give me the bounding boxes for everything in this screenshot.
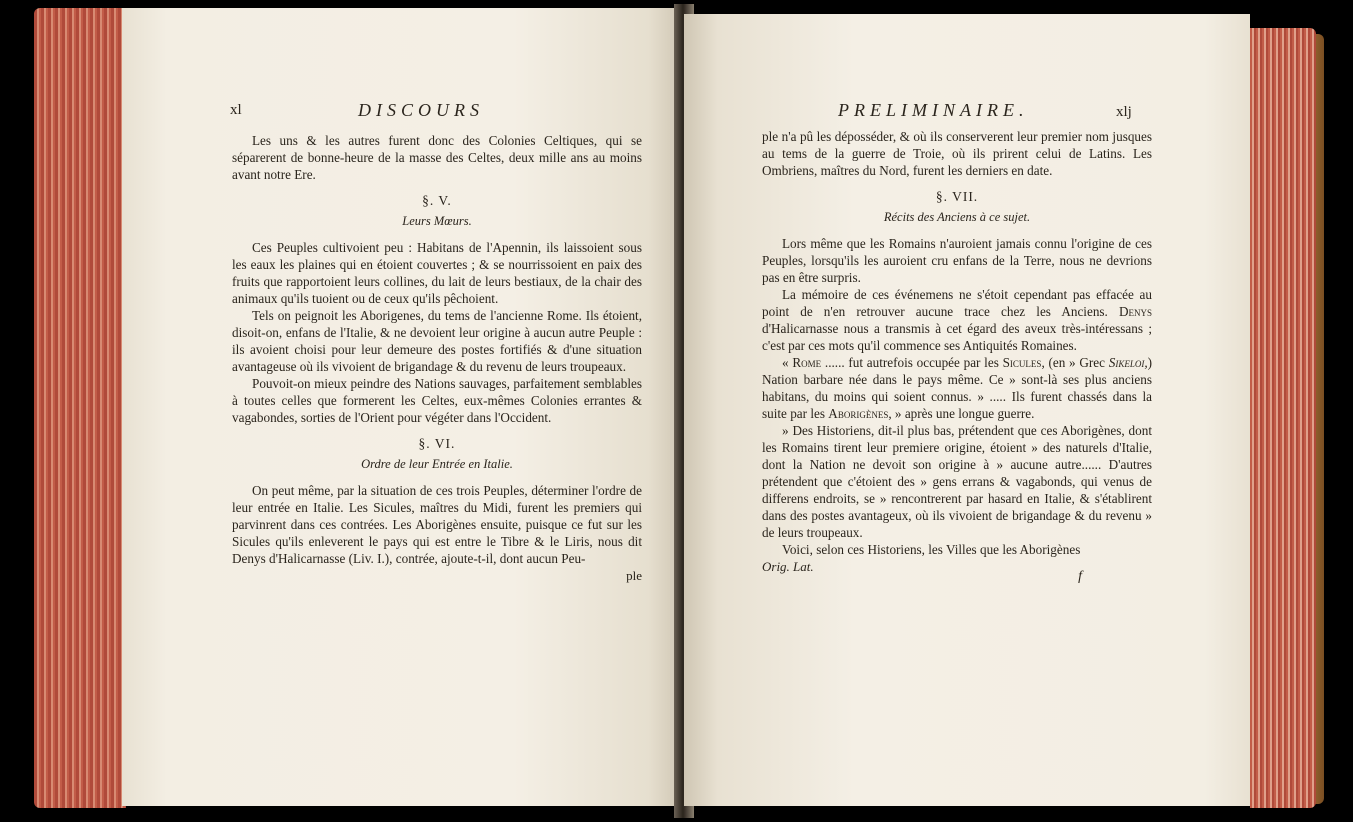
catchword: ple	[626, 568, 642, 583]
right-para-1: ple n'a pû les déposséder, & où ils conserverent leur premier nom jusques au tems de la guerre de Troie, où ils prirent celui de Latins. Les Ombriens, maîtres du Nord, furent les derniers en date.	[762, 129, 1152, 178]
right-footer-row	[762, 558, 1152, 585]
left-para-2: Ces Peuples cultivoient peu : Habitans de l'Apennin, ils laissoient sous les eaux les plaines qui en étoient couvertes ; & se nourrissoient en paix des fruits que rapportoient leurs collines, du lait de leurs bestiaux, de la chair des animaux qu'ils tuoient ou de ceux qu'ils pêchoient.	[232, 240, 642, 306]
left-para-4: Pouvoit-on mieux peindre des Nations sauvages, parfaitement semblables à toutes celles que formerent les Celtes, eux-mêmes Colonies errantes & vagabondes, sorties de l'Orient pour végéter dans l'Occident.	[232, 376, 642, 425]
open-book	[34, 4, 1316, 818]
word-sicules: Sicules	[1002, 355, 1042, 370]
left-para-5: On peut même, par la situation de ces trois Peuples, déterminer l'ordre de leur entrée en Italie. Les Sicules, maîtres du Midi, furent les premiers qui parvinrent dans ces contrées. Les Aborigènes ensuite, puisque ce fut sur les Sicules qu'ils enleverent le pays qui est entre le Tibre & le Liris, nous dit Denys d'Halicarnasse (Liv. I.), contrée, ajoute-t-il, dont aucun Peu-	[232, 483, 642, 566]
right-para-2: Lors même que les Romains n'auroient jamais connu l'origine de ces Peuples, lorsqu'ils les auroient cru enfans de la Terre, nous ne devrions pas en être surpris.	[762, 236, 1152, 285]
left-running-head: DISCOURS	[358, 100, 484, 120]
left-para-1: Les uns & les autres furent donc des Colonies Celtiques, qui se séparerent de bonne-heure de la masse des Celtes, deux mille ans au moins avant notre Ere.	[232, 133, 642, 182]
right-page-edges	[1250, 28, 1316, 808]
word-sikeloi: Sikeloi,	[1108, 355, 1148, 370]
section-7-subtitle: Récits des Anciens à ce sujet.	[883, 210, 1031, 224]
footer-orig-lat: Orig. Lat.	[762, 559, 814, 574]
section-6-subtitle: Ordre de leur Entrée en Italie.	[361, 457, 513, 471]
left-page-edges	[34, 8, 126, 808]
name-denys: Denys	[1118, 304, 1152, 319]
left-page-text	[232, 132, 642, 584]
right-para-4: Voici, selon ces Historiens, les Villes que les Aborigènes	[782, 542, 1081, 557]
left-catch-row	[232, 567, 642, 584]
right-page-text	[762, 128, 1152, 585]
right-folio: xlj	[1116, 104, 1132, 120]
section-7-title: §. VII.	[935, 189, 979, 204]
word-rome: Rome	[792, 355, 822, 370]
section-6-title: §. VI.	[418, 436, 456, 451]
left-page	[122, 8, 682, 806]
right-quote-1: « Rome ...... fut autrefois occupée par les Sicules, (en » Grec Sikeloi,) Nation barbare née dans le pays même. Ce » sont-là ses plus anciens habitans, du moins qui soient connus. » ..... Ils furent chassés dans la suite par les Aborigènes, » après une longue guerre.	[762, 355, 1153, 421]
section-5-subtitle: Leurs Mœurs.	[402, 214, 472, 228]
signature-mark: f	[1078, 569, 1082, 584]
right-running-head: PRELIMINAIRE.	[838, 100, 1029, 120]
left-folio: xl	[230, 102, 242, 118]
left-para-3: Tels on peignoit les Aborigenes, du tems de l'ancienne Rome. Ils étoient, disoit-on, enfans de l'Italie, & ne devoient leur origine à aucun autre Peuple : ils avoient choisi pour leur demeure des postes fortifiés & d'une situation avantageuse où ils vivoient de brigandage & du revenu de leurs troupeaux.	[232, 308, 642, 374]
right-quote-2: » Des Historiens, dit-il plus bas, prétendent que ces Aborigènes, dont les Romains tirent leur premiere origine, étoient » des naturels d'Italie, dont la Nation ne devoit son origine à » aucune autre...... D'autres prétendent que c'étoient des » gens errans & vagabonds, qui venus de differens endroits, se » rencontrerent par hasard en Italie, & s'établirent dans des postes avantageux, où ils vivoient de brigandage & du revenu » de leurs troupeaux.	[762, 423, 1152, 540]
right-para-3: La mémoire de ces événemens ne s'étoit cependant pas effacée au point de n'en retrouver aucune trace chez les Anciens. Denys d'Halicarnasse nous a transmis à cet égard des aveux très-intéressans ; c'est par ces mots qu'il commence ses Antiquités Romaines.	[762, 287, 1152, 353]
section-5-title: §. V.	[422, 193, 452, 208]
right-page	[684, 14, 1250, 806]
word-aborigenes: Aborigènes	[828, 406, 889, 421]
